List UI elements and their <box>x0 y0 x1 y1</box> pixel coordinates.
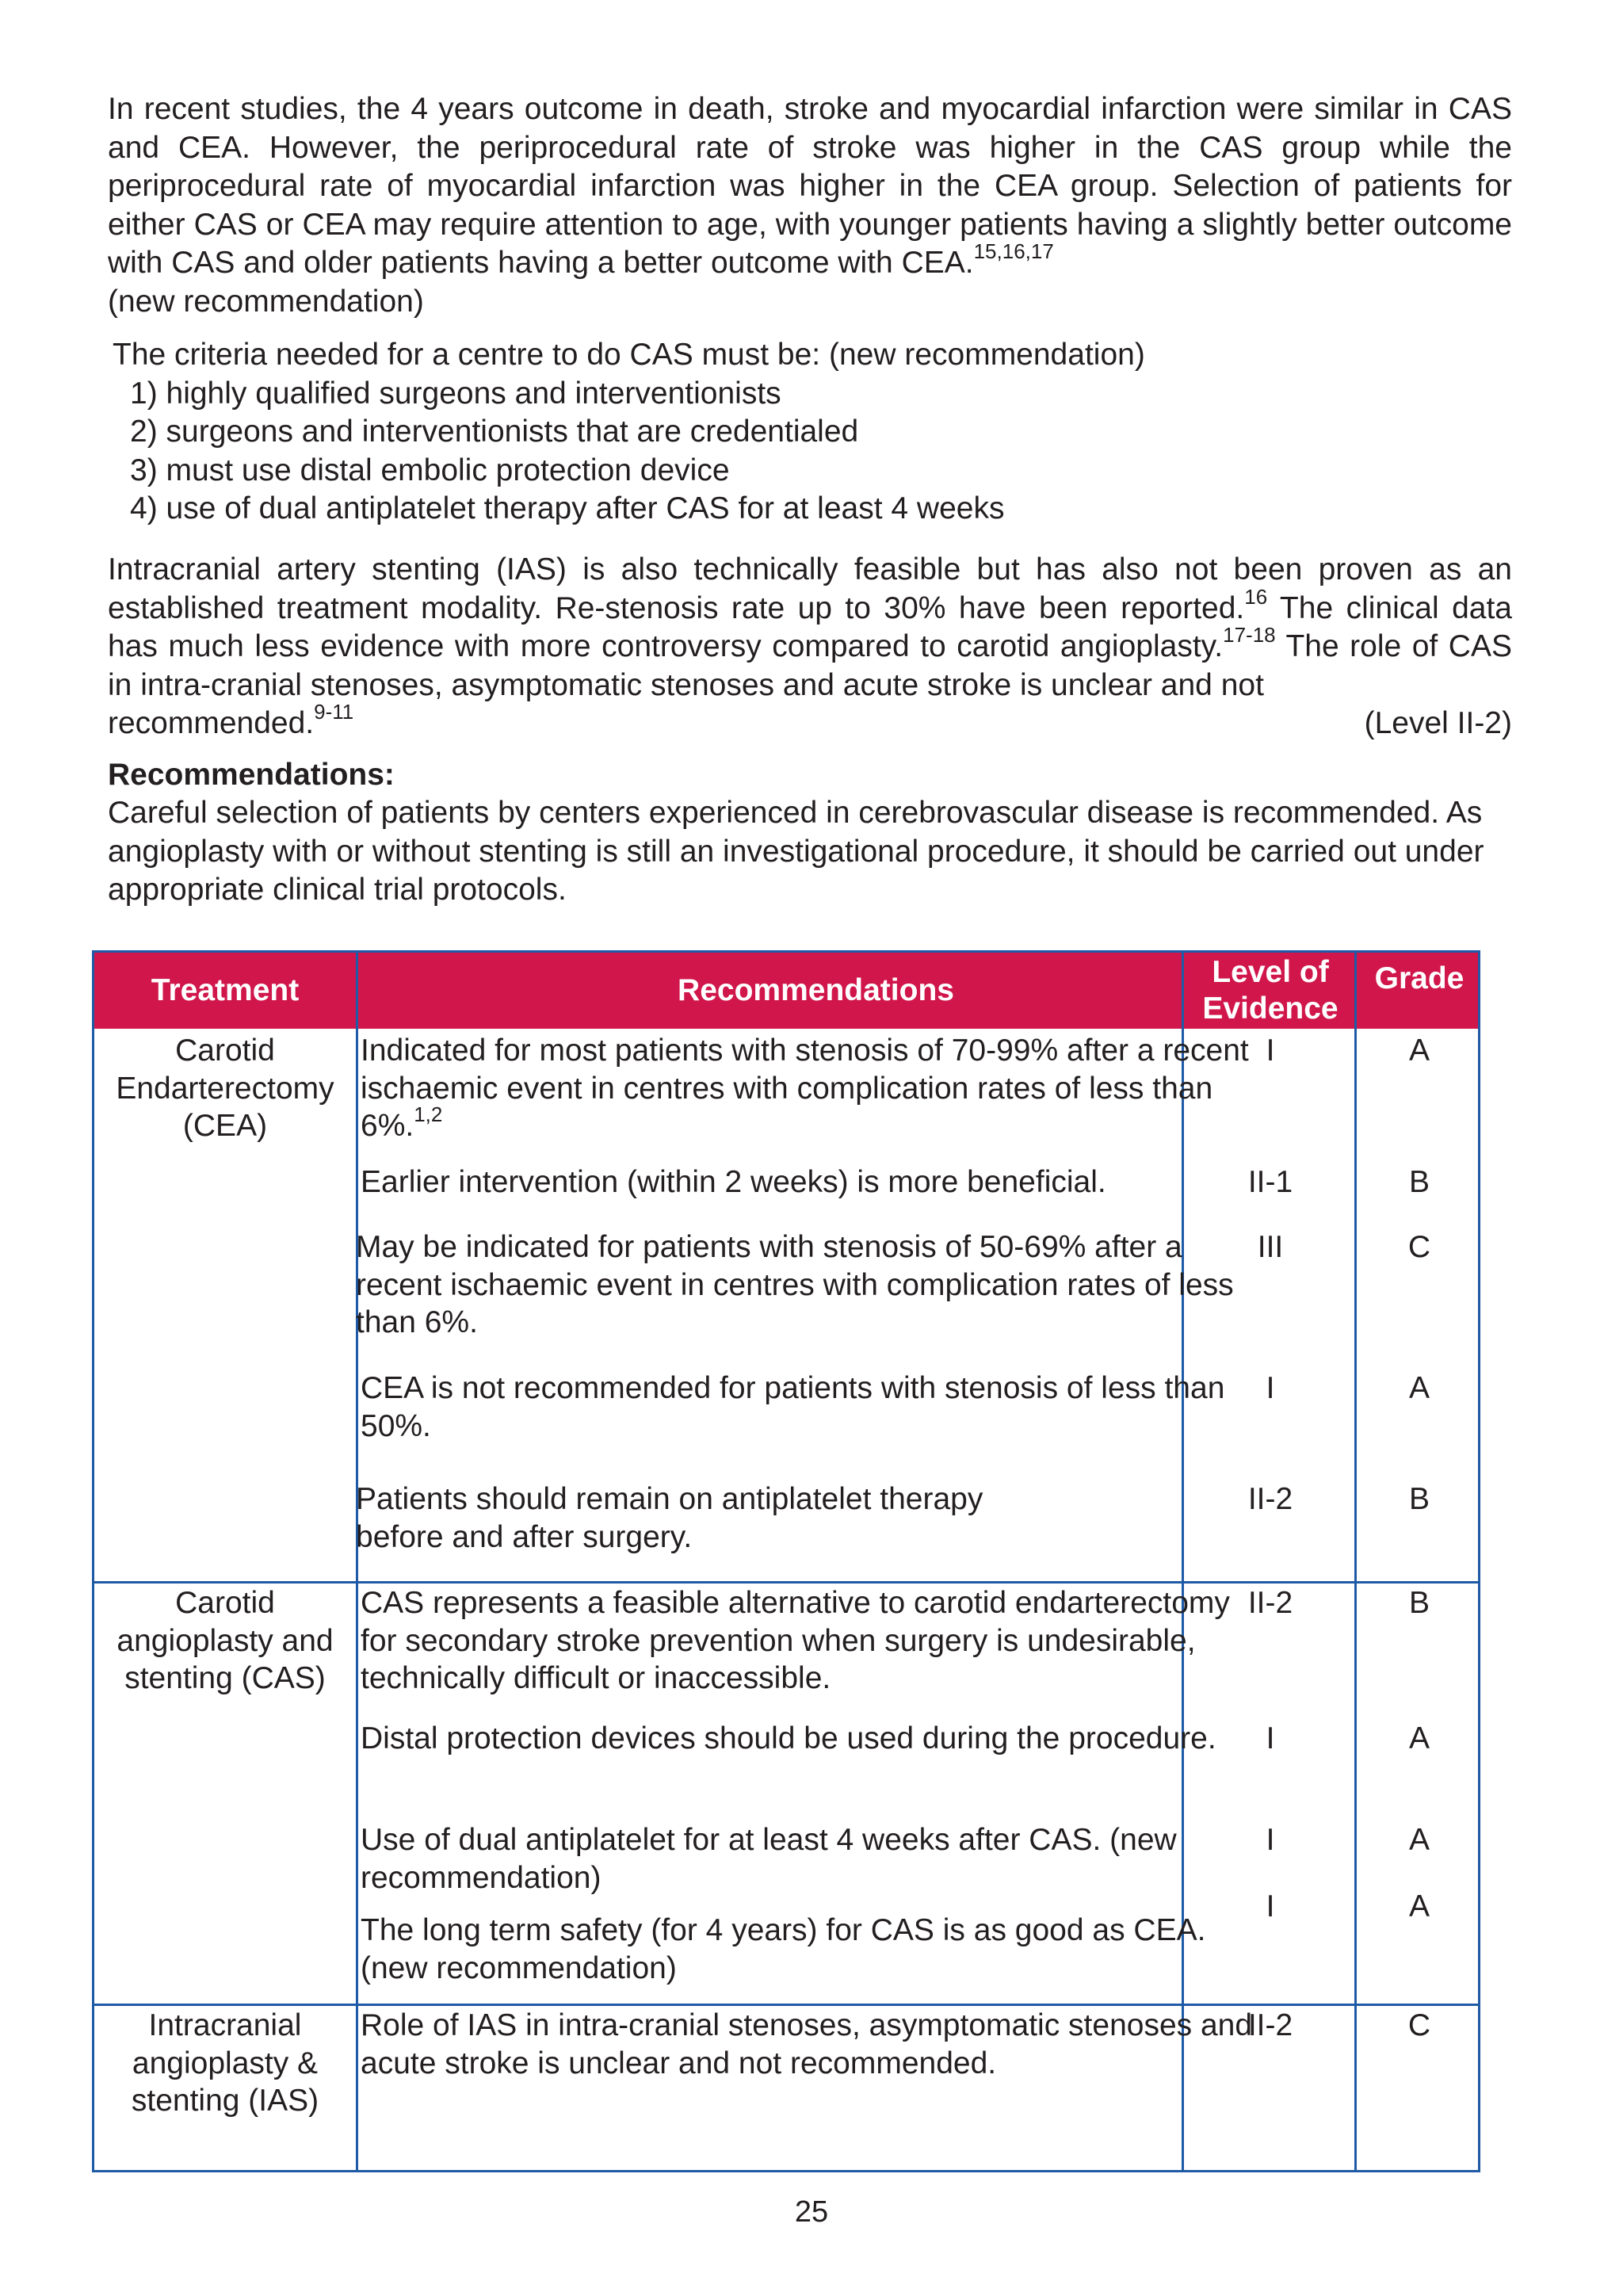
grade-cell: A <box>1408 1721 1430 1755</box>
recommendation-text: Role of IAS in intra-cranial stenoses, asymptomatic stenoses and acute stroke is unclear and not recommended. <box>361 2008 1253 2080</box>
recommendations-heading: Recommendations: <box>108 758 395 792</box>
ias-last-line <box>108 700 1512 743</box>
treatment-cea: Carotid Endarterectomy (CEA) <box>116 1033 334 1143</box>
grade-cell: A <box>1408 1823 1430 1857</box>
treatment-cas: Carotid angioplasty and stenting (CAS) <box>116 1586 334 1695</box>
ias-reference-1: 16 <box>1244 584 1268 609</box>
criteria-item: 2) surgeons and interventionists that are credentialed <box>130 415 859 449</box>
level-cell: I <box>1266 1889 1275 1924</box>
group-divider <box>94 1581 1478 1584</box>
header-recommendations: Recommendations <box>678 973 954 1007</box>
recommendation-text: May be indicated for patients with stenosis of 50-69% after a recent ischaemic event in centres with complication rates of less than 6%. <box>356 1230 1234 1339</box>
grade-cell: B <box>1408 1482 1430 1516</box>
level-cell: I <box>1266 1371 1275 1405</box>
recommendations-text: Careful selection of patients by centers experienced in cerebrovascular disease is recommended. As angioplasty with or without stenting is still an investigational procedure, it should be carried out under appropriate clinical trial protocols. <box>108 796 1484 907</box>
recommendation-text: Distal protection devices should be used during the procedure. <box>361 1721 1216 1755</box>
level-cell: I <box>1266 1033 1275 1068</box>
group-divider <box>94 2004 1478 2006</box>
ias-text-3: The role of CAS in intra-cranial stenoses, asymptomatic stenoses and acute stroke is unclear and not <box>108 629 1512 702</box>
grade-cell: A <box>1408 1889 1430 1924</box>
level-cell: I <box>1266 1823 1275 1857</box>
recommendation-text: CAS represents a feasible alternative to carotid endarterectomy for secondary stroke prevention when surgery is undesirable, technically difficult or inaccessible. <box>361 1586 1230 1695</box>
criteria-item: 1) highly qualified surgeons and interventionists <box>130 376 781 411</box>
level-cell: II-1 <box>1247 1165 1293 1199</box>
criteria-item: 4) use of dual antiplatelet therapy after CAS for at least 4 weeks <box>130 491 1005 525</box>
treatment-ias: Intracranial angioplasty & stenting (IAS) <box>131 2008 319 2118</box>
column-divider <box>356 953 358 2170</box>
grade-cell: B <box>1408 1586 1430 1620</box>
criteria-block <box>113 336 1517 529</box>
recommendation-text: Use of dual antiplatelet for at least 4 weeks after CAS. (new recommendation) <box>361 1823 1177 1895</box>
recommendation-text: The long term safety (for 4 years) for CAS is as good as CEA. (new recommendation) <box>361 1913 1206 1985</box>
level-cell: II-2 <box>1247 1586 1293 1620</box>
recommendation-text: Patients should remain on antiplatelet therapy before and after surgery. <box>356 1482 983 1554</box>
column-divider <box>1354 953 1357 2170</box>
grade-cell: C <box>1407 2008 1431 2042</box>
ias-last-text: recommended. <box>108 706 315 740</box>
grade-cell: A <box>1408 1371 1430 1405</box>
recommendation-text: Indicated for most patients with stenosis of 70-99% after a recent ischaemic event in centres with complication rates of less than 6%. <box>361 1033 1249 1143</box>
level-cell: II-2 <box>1247 1482 1293 1516</box>
recommendations-table <box>92 950 1480 2172</box>
table-header <box>94 953 1478 1029</box>
ias-reference-3: 9-11 <box>314 700 354 724</box>
page-number: 25 <box>794 2195 829 2229</box>
recommendation-text: Earlier intervention (within 2 weeks) is more beneficial. <box>361 1165 1106 1199</box>
header-level: Level of Evidence <box>1202 955 1338 1026</box>
header-treatment: Treatment <box>151 973 300 1007</box>
intro-reference: 15,16,17 <box>973 239 1054 263</box>
table-row <box>361 1032 1272 1145</box>
ias-paragraph <box>108 551 1512 743</box>
intro-paragraph <box>108 90 1512 321</box>
grade-cell: A <box>1408 1033 1430 1068</box>
recommendation-reference: 1,2 <box>414 1102 443 1126</box>
grade-cell: B <box>1408 1165 1430 1199</box>
level-cell: I <box>1266 1721 1275 1755</box>
ias-level: (Level II-2) <box>1364 706 1512 740</box>
level-cell: III <box>1257 1230 1284 1264</box>
grade-cell: C <box>1407 1230 1431 1264</box>
ias-reference-2: 17-18 <box>1223 623 1276 647</box>
criteria-item: 3) must use distal embolic protection device <box>130 453 730 487</box>
intro-note: (new recommendation) <box>108 284 424 319</box>
recommendation-text: CEA is not recommended for patients with stenosis of less than 50%. <box>361 1371 1225 1443</box>
header-grade: Grade <box>1374 961 1465 995</box>
ias-text-2: The clinical data has much less evidence with more controversy compared to carotid angioplasty. <box>108 590 1512 663</box>
ias-text-1: Intracranial artery stenting (IAS) is also technically feasible but has also not been proven as an established treatment modality. Re-stenosis rate up to 30% have been reported. <box>108 552 1512 625</box>
criteria-intro: The criteria needed for a centre to do CAS must be: (new recommendation) <box>113 338 1145 372</box>
level-cell: II-2 <box>1247 2008 1293 2042</box>
intro-text: In recent studies, the 4 years outcome in death, stroke and myocardial infarction were similar in CAS and CEA. However, the periprocedural rate of stroke was higher in the CAS group while the periprocedural rate of myocardial infarction was higher in the CEA group. Selection of patients for either CAS or CEA may require attention to age, with younger patients having a slightly better outcome with CAS and older patients having a better outcome with CEA. <box>108 92 1512 280</box>
